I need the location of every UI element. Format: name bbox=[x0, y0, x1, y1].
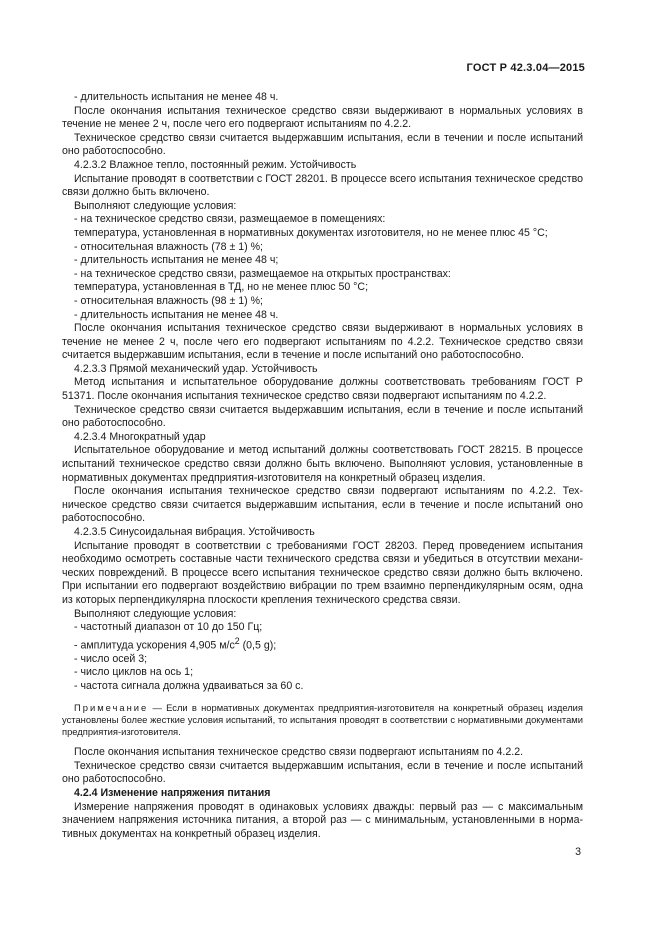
list-item: - частотный диапазон от 10 до 150 Гц; bbox=[74, 621, 263, 634]
page-number: 3 bbox=[575, 846, 581, 858]
clause-heading: 4.2.3.4 Многократный удар bbox=[74, 430, 206, 443]
paragraph: После окончания испытания техническое средство связи выдерживают в нормальных условиях в течение не менее 2 ч, после чего его подвергают испытаниям по 4.2.2. Техническое средство связи считается выдержавшим испытания, если в течение и после испытаний оно работоспособно. bbox=[62, 322, 583, 362]
paragraph: Выполняют следующие условия: bbox=[74, 607, 237, 620]
list-item: - на техническое средство связи, размещаемое в помещениях: bbox=[74, 213, 386, 226]
paragraph: После окончания испытания техническое средство связи выдерживают в нормальных условиях в течение не менее 2 ч, после чего его подвергают испытаниям по 4.2.2. bbox=[62, 104, 583, 131]
clause-heading: 4.2.3.2 Влажное тепло, постоянный режим. Устойчивость bbox=[74, 158, 357, 171]
list-item: - число циклов на ось 1; bbox=[74, 666, 194, 679]
document-body bbox=[62, 91, 583, 841]
list-item: - частота сигнала должна удваиваться за 60 с. bbox=[74, 680, 304, 693]
paragraph: Испытательное оборудование и метод испытаний должны соответствовать ГОСТ 28215. В процессе испытаний техническое средство связи должно быть включено. Выполняют условия, установленные в нормативных документах предприятия-изготовителя на конкретный образец изделия. bbox=[62, 444, 583, 484]
clause-heading: 4.2.3.5 Синусоидальная вибрация. Устойчивость bbox=[74, 526, 315, 538]
paragraph: Испытание проводят в соответствии с требованиями ГОСТ 28203. Перед проведением испытания необходимо осмотреть составные части технического средства связи и убедиться в отсутствии механических повреждений. В процессе всего испытания техническое средство связи должно быть включено. При испытании его подвергают воздействию вибрации по трем взаимно перпендикулярным осям, одна из которых перпендикулярна плоскости крепления технического средства связи. bbox=[62, 539, 583, 606]
list-item: - на техническое средство связи, размещаемое на открытых пространствах: bbox=[74, 267, 451, 280]
paragraph: Техническое средство связи считается выдержавшим испытания, если в течение и после испытаний оно работоспособно. bbox=[62, 403, 583, 430]
accel-superscript: 2 bbox=[234, 635, 240, 646]
accel-suffix: (0,5 g); bbox=[239, 639, 277, 652]
list-item: - длительность испытания не менее 48 ч; bbox=[74, 254, 279, 267]
section-heading: 4.2.4 Изменение напряжения питания bbox=[74, 787, 271, 800]
paragraph: Измерение напряжения проводят в одинаковых условиях дважды: первый раз — с максимальным значением напряжения источника питания, а второй раз — с минимальным, установленными в нормативных документах на конкретный образец изделия. bbox=[62, 800, 583, 840]
paragraph: температура, установленная в нормативных документах изготовителя, но не менее плюс 45 °С; bbox=[74, 226, 548, 239]
paragraph: Метод испытания и испытательное оборудование должны соответствовать требованиям ГОСТ Р 51371. После окончания испытания техническое средство связи подвергают испытаниям по 4.2.2. bbox=[62, 376, 583, 403]
note-text: — Если в нормативных документах предприятия-изготовителя на конкретный образец изделия установлены более жесткие условия испытаний, то испытания проводят в соответствии с нормативными документами предприятия-изготовителя. bbox=[62, 701, 583, 738]
paragraph: Испытание проводят в соответствии с ГОСТ 28201. В процессе всего испытания техническое средство связи должно быть включено. bbox=[62, 172, 583, 199]
document-code-header: ГОСТ Р 42.3.04—2015 bbox=[466, 62, 585, 74]
accel-prefix: - амплитуда ускорения 4,905 м/с bbox=[74, 639, 235, 652]
list-item bbox=[62, 635, 583, 653]
paragraph: - длительность испытания не менее 48 ч. bbox=[74, 91, 279, 103]
paragraph: температура, установленная в ТД, но не менее плюс 50 °С; bbox=[74, 281, 369, 294]
paragraph: После окончания испытания техническое средство связи подвергают испытаниям по 4.2.2. bbox=[74, 746, 524, 759]
clause-heading: 4.2.3.3 Прямой механический удар. Устойчивость bbox=[74, 362, 318, 375]
note-label: Примечание bbox=[74, 701, 149, 713]
paragraph: После окончания испытания техническое средство связи подвергают испытаниям по 4.2.2. Техническое средство связи считается выдержавшим испытания, если в течение и после испытаний оно работоспособно. bbox=[62, 485, 583, 525]
list-item: - длительность испытания не менее 48 ч. bbox=[74, 308, 279, 321]
paragraph: Техническое средство связи считается выдержавшим испытания, если в течении и после испытаний оно работоспособно. bbox=[62, 131, 583, 158]
paragraph: Техническое средство связи считается выдержавшим испытания, если в течение и после испытаний оно работоспособно. bbox=[62, 759, 583, 786]
paragraph: Выполняют следующие условия: bbox=[74, 199, 237, 212]
note bbox=[62, 702, 583, 739]
list-item: - число осей 3; bbox=[74, 652, 148, 665]
list-item: - относительная влажность (78 ± 1) %; bbox=[74, 240, 263, 253]
list-item: - относительная влажность (98 ± 1) %; bbox=[74, 294, 263, 307]
